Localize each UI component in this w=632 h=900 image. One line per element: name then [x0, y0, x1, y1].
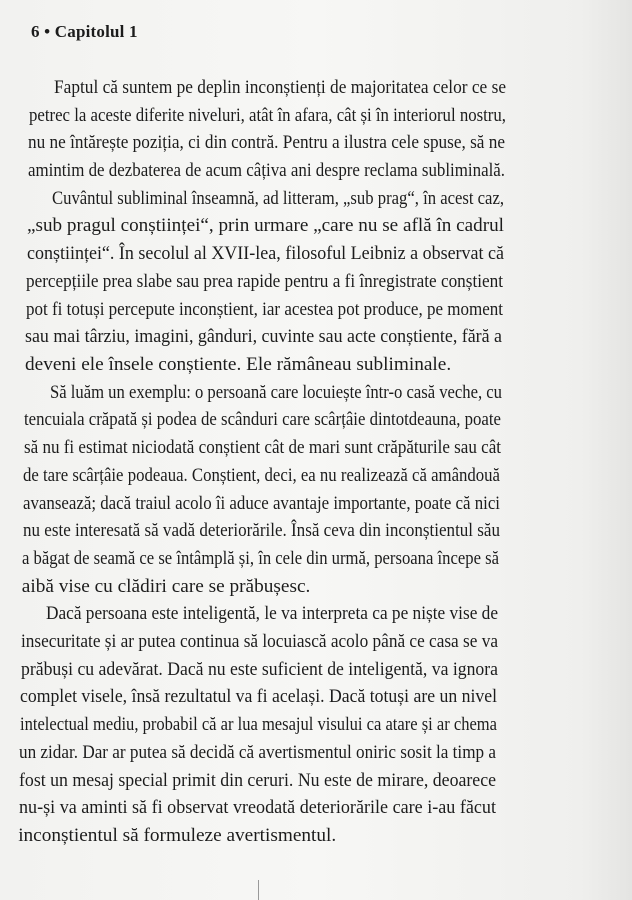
- text-line: să nu fi estimat niciodată conștient cât de mari sunt crăpăturile sau cât: [23, 437, 501, 458]
- text-line: conștiinței“. În secolul al XVII-lea, filosoful Leibniz a observat că: [26, 243, 504, 264]
- text-line: amintim de dezbaterea de acum câțiva ani despre reclama subliminală.: [27, 160, 505, 181]
- text-line: nu ne întărește poziția, ci din contră. Pentru a ilustra cele spuse, să ne: [28, 132, 506, 153]
- text-line: petrec la aceste diferite niveluri, atât în afara, cât și în interiorul nostru,: [28, 105, 506, 126]
- text-line: de tare scârțâie podeaua. Conștient, deci, ea nu realizează că amândouă: [23, 465, 501, 486]
- text-line: complet visele, însă rezultatul va fi același. Dacă totuși are un nivel: [20, 686, 498, 707]
- text-line: avansează; dacă traiul acolo îi aduce avantaje importante, poate că nici: [23, 493, 500, 514]
- text-line: Faptul că suntem pe deplin inconștienți de majoritatea celor ce se: [54, 77, 506, 98]
- text-line: nu-și va aminti să fi observat vreodată deteriorările care i-au făcut: [18, 797, 496, 818]
- text-line: intelectual mediu, probabil că ar lua mesajul visului ca atare și ar chema: [19, 714, 497, 735]
- text-line: percepțiile prea slabe sau prea rapide pentru a fi înregistrate conștient: [26, 271, 504, 292]
- text-line: tencuiala crăpată și podea de scânduri care scârțâie dintotdeauna, poate: [24, 409, 502, 430]
- text-line: pot fi totuși percepute inconștient, iar acestea pot produce, pe moment: [25, 299, 503, 320]
- text-line: nu este interesată să vadă deteriorările. Însă ceva din inconștientul său: [22, 520, 500, 541]
- text-line: un zidar. Dar ar putea să decidă că avertismentul oniric sosit la timp a: [19, 742, 497, 763]
- text-line: insecuritate și ar putea continua să locuiască acolo până ce casa se va: [21, 631, 498, 652]
- running-header: [31, 22, 138, 42]
- text-line: prăbuși cu adevărat. Dacă nu este suficient de inteligentă, va ignora: [20, 659, 498, 680]
- text-line: Să luăm un exemplu: o persoană care locuiește într-o casă veche, cu: [49, 382, 502, 403]
- text-line: „sub pragul conștiinței“, prin urmare „care nu se află în cadrul: [27, 215, 504, 236]
- text-line: Dacă persoana este inteligentă, le va interpreta ca pe niște vise de: [46, 603, 499, 624]
- text-line: sau mai târziu, imagini, gânduri, cuvinte sau acte conștiente, fără a: [25, 326, 503, 347]
- page-number: 6: [31, 22, 40, 41]
- header-separator: •: [44, 22, 51, 41]
- text-line: a băgat de seamă ce se întâmplă și, în cele din urmă, persoana începe să: [22, 548, 500, 569]
- text-line: deveni ele însele conștiente. Ele rămâneau subliminale.: [25, 354, 452, 375]
- scan-mark: [258, 880, 259, 900]
- text-line: aibă vise cu clădiri care se prăbușesc.: [21, 576, 311, 597]
- text-line: fost un mesaj special primit din ceruri. Nu este de mirare, deoarece: [19, 770, 496, 791]
- chapter-title: Capitolul 1: [54, 22, 138, 41]
- text-line: Cuvântul subliminal înseamnă, ad litteram, „sub prag“, în acest caz,: [52, 188, 505, 209]
- text-line: inconștientul să formuleze avertismentul.: [18, 825, 337, 846]
